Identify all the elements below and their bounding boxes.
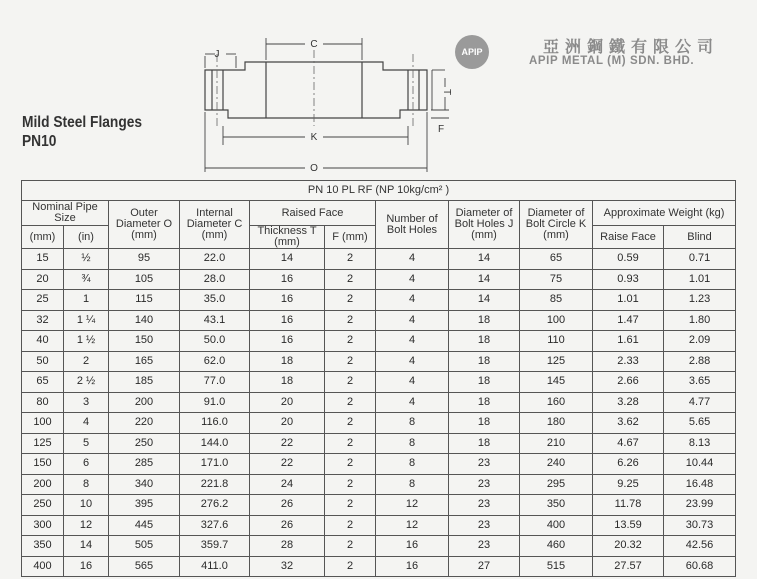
- cell-dia-bolt-circle: 125: [520, 351, 593, 372]
- cell-internal-diameter: 91.0: [180, 392, 250, 413]
- cell-dia-bolt-circle: 515: [520, 556, 593, 577]
- cell-dia-bolt-holes: 14: [449, 269, 520, 290]
- cell-bolt-holes: 8: [376, 474, 449, 495]
- cell-internal-diameter: 50.0: [180, 331, 250, 352]
- cell-f: 2: [325, 351, 376, 372]
- cell-internal-diameter: 144.0: [180, 433, 250, 454]
- cell-internal-diameter: 327.6: [180, 515, 250, 536]
- cell-dia-bolt-circle: 85: [520, 290, 593, 311]
- header-internal-diameter: Internal Diameter C (mm): [180, 201, 250, 249]
- cell-dia-bolt-holes: 18: [449, 331, 520, 352]
- cell-dia-bolt-circle: 210: [520, 433, 593, 454]
- cell-dia-bolt-holes: 18: [449, 413, 520, 434]
- cell-dia-bolt-circle: 460: [520, 536, 593, 557]
- header-in: (in): [64, 226, 109, 249]
- cell-internal-diameter: 359.7: [180, 536, 250, 557]
- cell-weight-blind: 10.44: [664, 454, 736, 475]
- table-row: [22, 515, 736, 536]
- cell-internal-diameter: 116.0: [180, 413, 250, 434]
- cell-internal-diameter: 43.1: [180, 310, 250, 331]
- cell-nominal-mm: 300: [22, 515, 64, 536]
- header-f: F (mm): [325, 226, 376, 249]
- cell-weight-raise-face: 3.62: [593, 413, 664, 434]
- cell-weight-raise-face: 27.57: [593, 556, 664, 577]
- cell-f: 2: [325, 269, 376, 290]
- cell-nominal-in: ½: [64, 249, 109, 270]
- cell-f: 2: [325, 392, 376, 413]
- cell-weight-raise-face: 2.66: [593, 372, 664, 393]
- cell-weight-blind: 30.73: [664, 515, 736, 536]
- cell-outer-diameter: 395: [109, 495, 180, 516]
- table-row: [22, 310, 736, 331]
- cell-f: 2: [325, 515, 376, 536]
- table-row: [22, 392, 736, 413]
- cell-nominal-in: 12: [64, 515, 109, 536]
- header-blind: Blind: [664, 226, 736, 249]
- cell-outer-diameter: 105: [109, 269, 180, 290]
- cell-outer-diameter: 185: [109, 372, 180, 393]
- cell-bolt-holes: 16: [376, 536, 449, 557]
- cell-weight-blind: 0.71: [664, 249, 736, 270]
- cell-nominal-mm: 65: [22, 372, 64, 393]
- cell-outer-diameter: 150: [109, 331, 180, 352]
- cell-weight-raise-face: 1.47: [593, 310, 664, 331]
- table-row: [22, 454, 736, 475]
- table-row: [22, 413, 736, 434]
- cell-weight-blind: 2.09: [664, 331, 736, 352]
- cell-bolt-holes: 16: [376, 556, 449, 577]
- flange-drawing: [195, 30, 455, 180]
- cell-weight-raise-face: 4.67: [593, 433, 664, 454]
- cell-nominal-mm: 100: [22, 413, 64, 434]
- cell-thickness: 22: [250, 454, 325, 475]
- cell-dia-bolt-holes: 18: [449, 351, 520, 372]
- cell-bolt-holes: 4: [376, 351, 449, 372]
- table-caption: PN 10 PL RF (NP 10kg/cm² ): [22, 181, 736, 201]
- header-bolt-holes: Number of Bolt Holes: [376, 201, 449, 249]
- table-body: [22, 249, 736, 577]
- cell-bolt-holes: 8: [376, 433, 449, 454]
- cell-nominal-in: 2: [64, 351, 109, 372]
- cell-nominal-in: 10: [64, 495, 109, 516]
- cell-weight-raise-face: 9.25: [593, 474, 664, 495]
- cell-weight-raise-face: 3.28: [593, 392, 664, 413]
- cell-weight-raise-face: 2.33: [593, 351, 664, 372]
- cell-nominal-in: 5: [64, 433, 109, 454]
- flange-spec-table: [21, 180, 736, 577]
- cell-weight-blind: 16.48: [664, 474, 736, 495]
- cell-nominal-mm: 150: [22, 454, 64, 475]
- cell-dia-bolt-holes: 23: [449, 474, 520, 495]
- cell-weight-raise-face: 0.59: [593, 249, 664, 270]
- cell-f: 2: [325, 310, 376, 331]
- cell-internal-diameter: 171.0: [180, 454, 250, 475]
- cell-weight-blind: 8.13: [664, 433, 736, 454]
- page-title: [22, 113, 142, 151]
- table-row: [22, 331, 736, 352]
- cell-nominal-in: 1 ½: [64, 331, 109, 352]
- cell-thickness: 14: [250, 249, 325, 270]
- cell-nominal-mm: 20: [22, 269, 64, 290]
- cell-thickness: 16: [250, 331, 325, 352]
- cell-dia-bolt-holes: 23: [449, 515, 520, 536]
- cell-outer-diameter: 115: [109, 290, 180, 311]
- cell-nominal-in: 2 ½: [64, 372, 109, 393]
- cell-nominal-mm: 200: [22, 474, 64, 495]
- cell-weight-raise-face: 0.93: [593, 269, 664, 290]
- cell-dia-bolt-circle: 180: [520, 413, 593, 434]
- cell-f: 2: [325, 413, 376, 434]
- company-name-chinese: 亞洲鋼鐵有限公司: [543, 37, 720, 56]
- cell-bolt-holes: 4: [376, 310, 449, 331]
- cell-internal-diameter: 276.2: [180, 495, 250, 516]
- table-row: [22, 556, 736, 577]
- header-approx-weight: Approximate Weight (kg): [593, 201, 736, 226]
- cell-internal-diameter: 77.0: [180, 372, 250, 393]
- cell-dia-bolt-circle: 75: [520, 269, 593, 290]
- cell-nominal-in: 1: [64, 290, 109, 311]
- cell-thickness: 16: [250, 310, 325, 331]
- cell-nominal-mm: 15: [22, 249, 64, 270]
- cell-bolt-holes: 8: [376, 413, 449, 434]
- cell-nominal-mm: 80: [22, 392, 64, 413]
- cell-internal-diameter: 62.0: [180, 351, 250, 372]
- cell-nominal-mm: 125: [22, 433, 64, 454]
- cell-bolt-holes: 4: [376, 290, 449, 311]
- header-nominal-size: Nominal Pipe Size: [22, 201, 109, 226]
- header-raised-face: Raised Face: [250, 201, 376, 226]
- dim-label-j: J: [214, 49, 220, 60]
- cell-outer-diameter: 505: [109, 536, 180, 557]
- dim-label-o: O: [310, 163, 318, 174]
- cell-weight-raise-face: 1.61: [593, 331, 664, 352]
- cell-weight-blind: 2.88: [664, 351, 736, 372]
- cell-thickness: 16: [250, 269, 325, 290]
- cell-f: 2: [325, 249, 376, 270]
- cell-weight-blind: 1.01: [664, 269, 736, 290]
- cell-nominal-in: 1 ¼: [64, 310, 109, 331]
- cell-dia-bolt-holes: 18: [449, 392, 520, 413]
- cell-outer-diameter: 165: [109, 351, 180, 372]
- cell-thickness: 20: [250, 413, 325, 434]
- cell-nominal-mm: 400: [22, 556, 64, 577]
- header-mm: (mm): [22, 226, 64, 249]
- cell-outer-diameter: 565: [109, 556, 180, 577]
- cell-thickness: 26: [250, 515, 325, 536]
- cell-thickness: 16: [250, 290, 325, 311]
- cell-weight-raise-face: 1.01: [593, 290, 664, 311]
- cell-dia-bolt-holes: 27: [449, 556, 520, 577]
- cell-outer-diameter: 285: [109, 454, 180, 475]
- cell-outer-diameter: 220: [109, 413, 180, 434]
- cell-weight-blind: 1.23: [664, 290, 736, 311]
- cell-dia-bolt-holes: 14: [449, 290, 520, 311]
- table-row: [22, 290, 736, 311]
- table-row: [22, 495, 736, 516]
- dim-label-f: F: [437, 124, 445, 135]
- cell-dia-bolt-holes: 23: [449, 454, 520, 475]
- cell-nominal-mm: 50: [22, 351, 64, 372]
- cell-bolt-holes: 8: [376, 454, 449, 475]
- cell-outer-diameter: 340: [109, 474, 180, 495]
- cell-dia-bolt-circle: 100: [520, 310, 593, 331]
- cell-nominal-in: 6: [64, 454, 109, 475]
- cell-nominal-in: 8: [64, 474, 109, 495]
- header-outer-diameter: Outer Diameter O (mm): [109, 201, 180, 249]
- cell-bolt-holes: 4: [376, 331, 449, 352]
- dim-label-k: K: [310, 132, 318, 143]
- cell-internal-diameter: 221.8: [180, 474, 250, 495]
- cell-nominal-mm: 25: [22, 290, 64, 311]
- dim-label-t: T: [441, 88, 452, 96]
- cell-thickness: 26: [250, 495, 325, 516]
- cell-bolt-holes: 4: [376, 269, 449, 290]
- cell-f: 2: [325, 331, 376, 352]
- table-row: [22, 249, 736, 270]
- cell-dia-bolt-holes: 18: [449, 310, 520, 331]
- cell-weight-raise-face: 6.26: [593, 454, 664, 475]
- cell-bolt-holes: 4: [376, 249, 449, 270]
- cell-nominal-mm: 32: [22, 310, 64, 331]
- cell-nominal-in: 3: [64, 392, 109, 413]
- cell-dia-bolt-holes: 23: [449, 536, 520, 557]
- cell-dia-bolt-circle: 240: [520, 454, 593, 475]
- cell-dia-bolt-holes: 14: [449, 249, 520, 270]
- cell-internal-diameter: 411.0: [180, 556, 250, 577]
- cell-f: 2: [325, 372, 376, 393]
- company-logo: [455, 35, 755, 75]
- table-row: [22, 372, 736, 393]
- header-dia-bolt-circle: Diameter of Bolt Circle K (mm): [520, 201, 593, 249]
- cell-bolt-holes: 4: [376, 392, 449, 413]
- cell-weight-blind: 4.77: [664, 392, 736, 413]
- table-row: [22, 536, 736, 557]
- cell-nominal-in: ¾: [64, 269, 109, 290]
- cell-f: 2: [325, 495, 376, 516]
- cell-weight-raise-face: 20.32: [593, 536, 664, 557]
- cell-f: 2: [325, 454, 376, 475]
- header-raise-face: Raise Face: [593, 226, 664, 249]
- cell-outer-diameter: 250: [109, 433, 180, 454]
- cell-thickness: 24: [250, 474, 325, 495]
- cell-nominal-in: 4: [64, 413, 109, 434]
- cell-nominal-mm: 350: [22, 536, 64, 557]
- cell-thickness: 20: [250, 392, 325, 413]
- cell-dia-bolt-circle: 145: [520, 372, 593, 393]
- cell-nominal-mm: 40: [22, 331, 64, 352]
- company-name-english: APIP METAL (M) SDN. BHD.: [529, 55, 695, 67]
- cell-weight-blind: 1.80: [664, 310, 736, 331]
- cell-f: 2: [325, 433, 376, 454]
- cell-weight-blind: 3.65: [664, 372, 736, 393]
- cell-bolt-holes: 12: [376, 515, 449, 536]
- cell-thickness: 22: [250, 433, 325, 454]
- cell-dia-bolt-circle: 160: [520, 392, 593, 413]
- cell-weight-raise-face: 11.78: [593, 495, 664, 516]
- cell-nominal-mm: 250: [22, 495, 64, 516]
- cell-internal-diameter: 22.0: [180, 249, 250, 270]
- cell-weight-blind: 5.65: [664, 413, 736, 434]
- cell-f: 2: [325, 290, 376, 311]
- cell-bolt-holes: 12: [376, 495, 449, 516]
- cell-f: 2: [325, 474, 376, 495]
- cell-dia-bolt-circle: 400: [520, 515, 593, 536]
- cell-f: 2: [325, 556, 376, 577]
- table-row: [22, 433, 736, 454]
- cell-internal-diameter: 28.0: [180, 269, 250, 290]
- cell-internal-diameter: 35.0: [180, 290, 250, 311]
- cell-thickness: 18: [250, 351, 325, 372]
- table-row: [22, 474, 736, 495]
- cell-dia-bolt-holes: 23: [449, 495, 520, 516]
- cell-dia-bolt-circle: 350: [520, 495, 593, 516]
- title-line-1: Mild Steel Flanges: [22, 114, 143, 131]
- logo-badge-icon: APIP: [455, 35, 489, 69]
- title-line-2: PN10: [22, 133, 57, 150]
- header-dia-bolt-holes: Diameter of Bolt Holes J (mm): [449, 201, 520, 249]
- table-row: [22, 351, 736, 372]
- cell-outer-diameter: 445: [109, 515, 180, 536]
- cell-weight-blind: 60.68: [664, 556, 736, 577]
- cell-thickness: 28: [250, 536, 325, 557]
- dim-label-c: C: [310, 39, 318, 50]
- cell-dia-bolt-circle: 110: [520, 331, 593, 352]
- cell-weight-blind: 23.99: [664, 495, 736, 516]
- cell-weight-raise-face: 13.59: [593, 515, 664, 536]
- table-row: [22, 269, 736, 290]
- cell-bolt-holes: 4: [376, 372, 449, 393]
- cell-dia-bolt-holes: 18: [449, 433, 520, 454]
- cell-outer-diameter: 140: [109, 310, 180, 331]
- cell-nominal-in: 14: [64, 536, 109, 557]
- cell-weight-blind: 42.56: [664, 536, 736, 557]
- cell-outer-diameter: 200: [109, 392, 180, 413]
- cell-dia-bolt-holes: 18: [449, 372, 520, 393]
- cell-dia-bolt-circle: 295: [520, 474, 593, 495]
- cell-nominal-in: 16: [64, 556, 109, 577]
- cell-f: 2: [325, 536, 376, 557]
- cell-thickness: 32: [250, 556, 325, 577]
- cell-thickness: 18: [250, 372, 325, 393]
- header-thickness: Thickness T (mm): [250, 226, 325, 249]
- cell-dia-bolt-circle: 65: [520, 249, 593, 270]
- cell-outer-diameter: 95: [109, 249, 180, 270]
